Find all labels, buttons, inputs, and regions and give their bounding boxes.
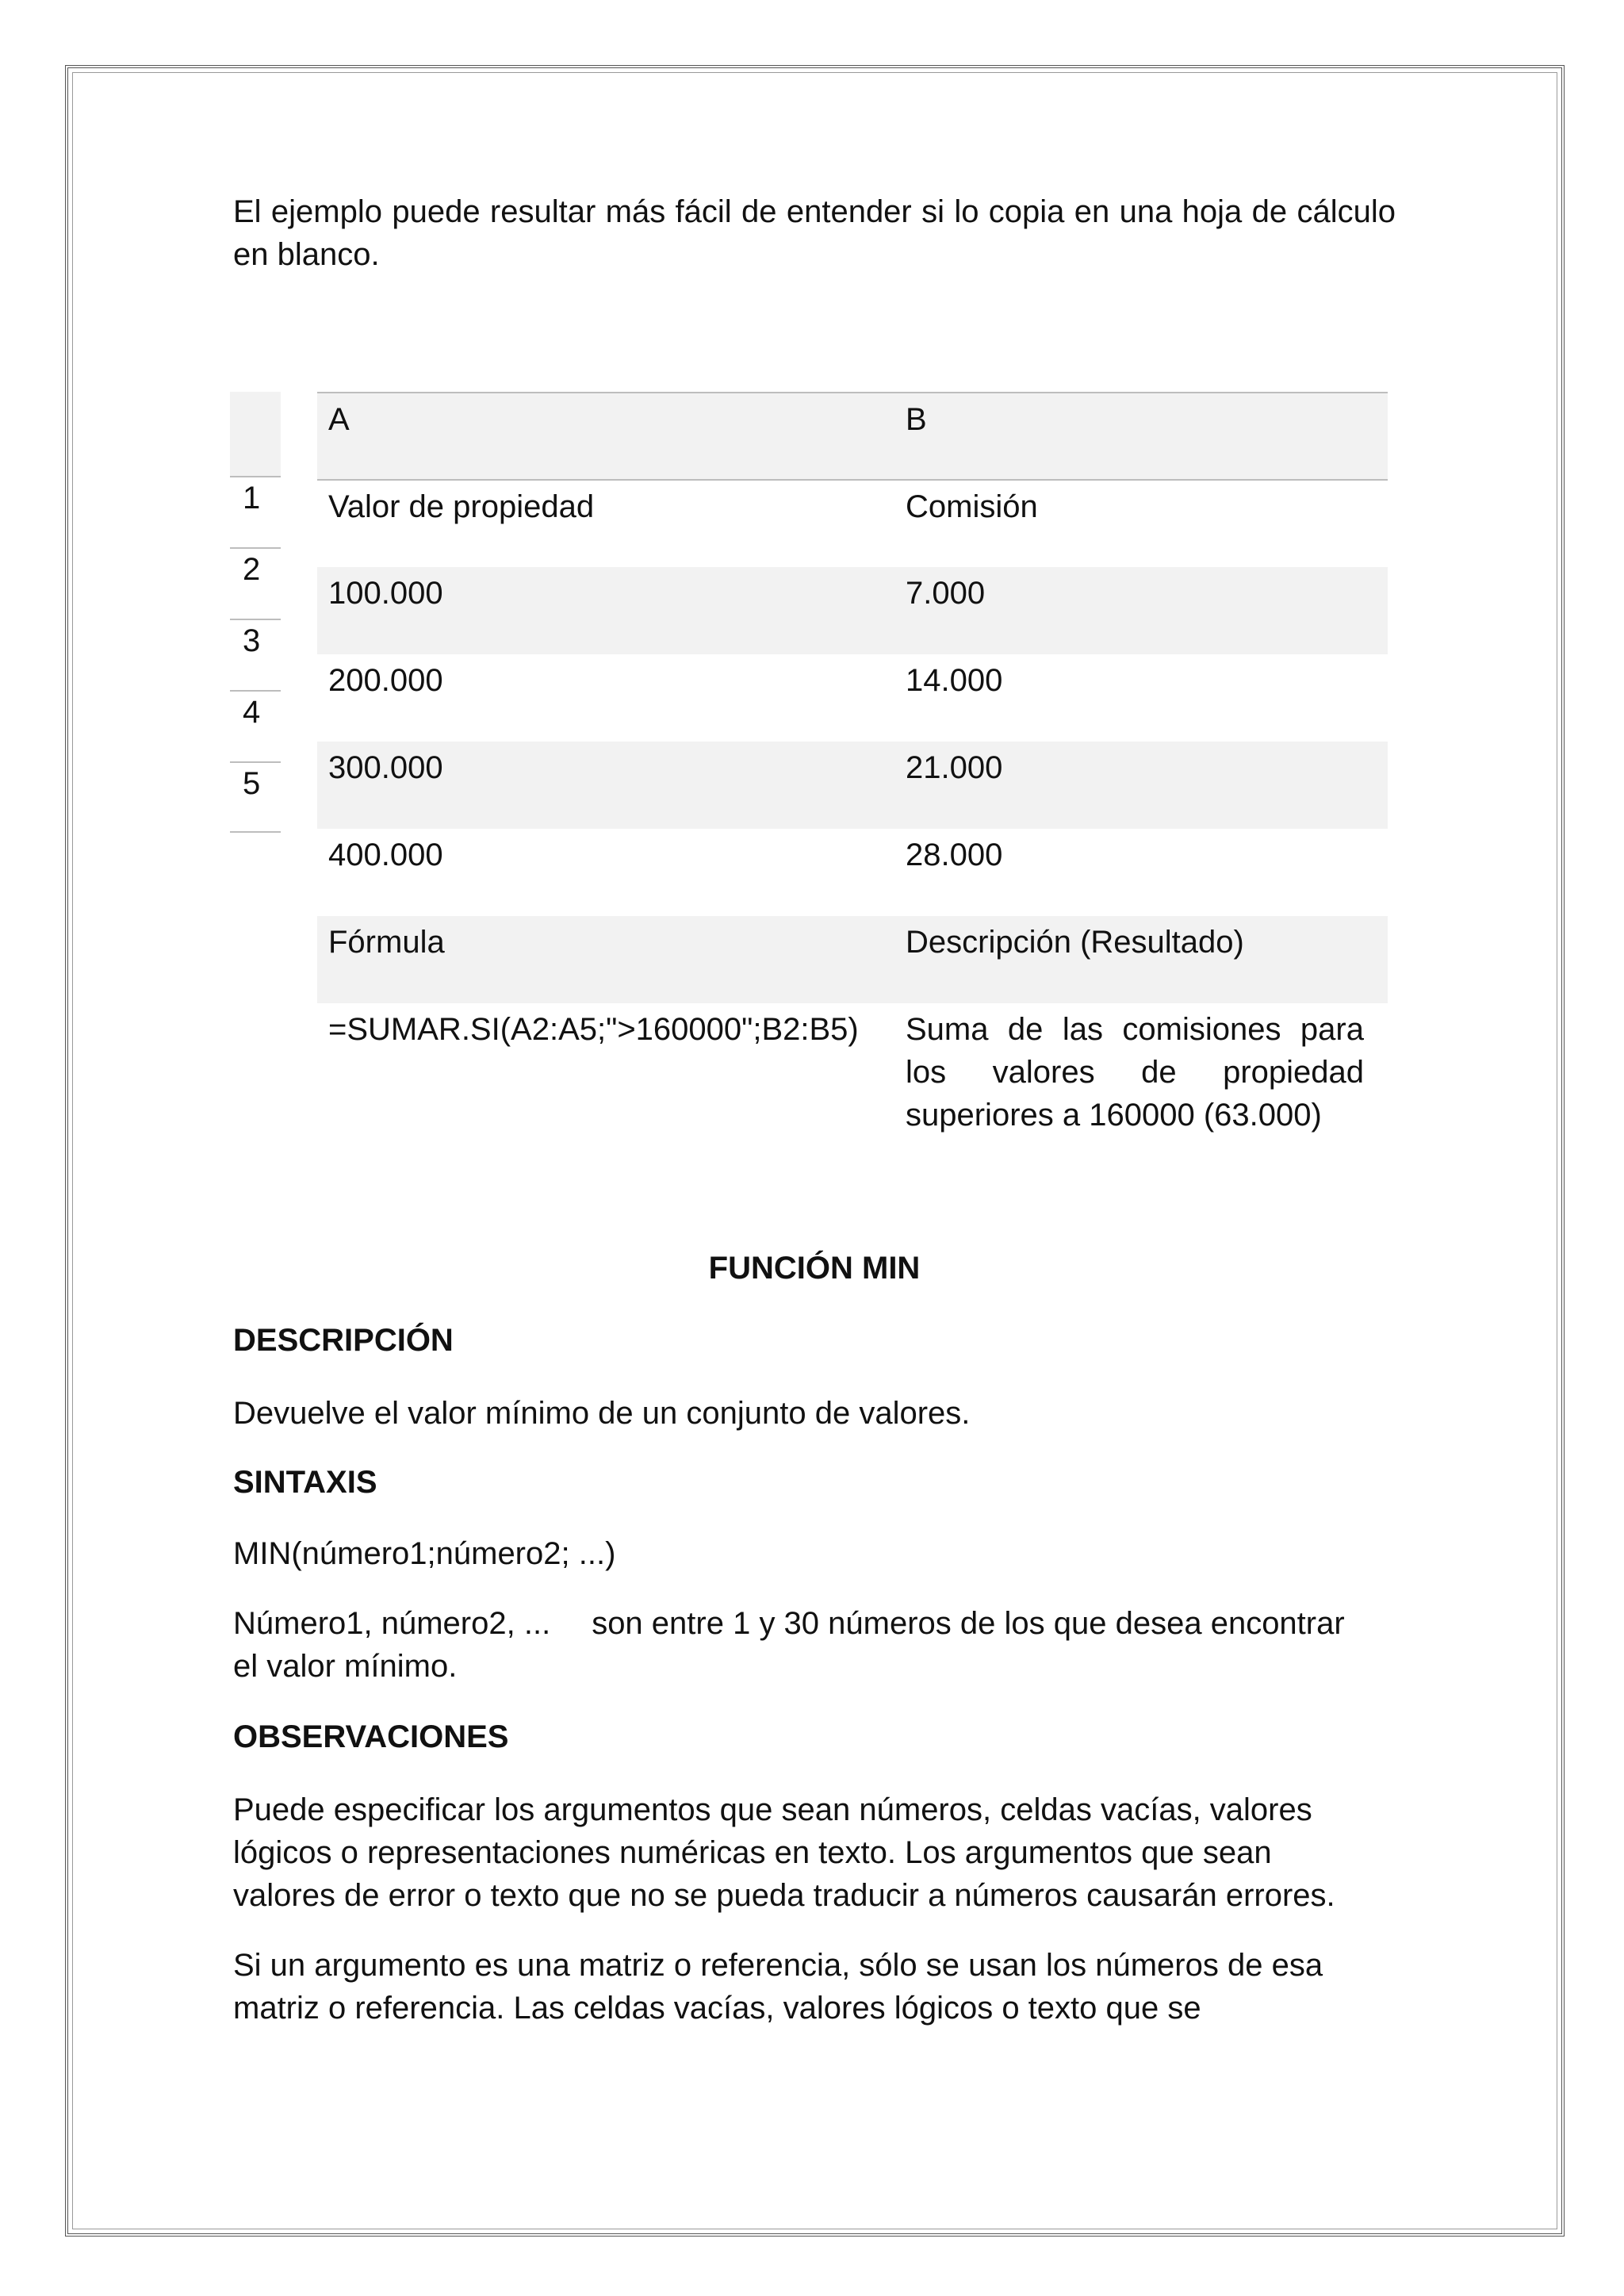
table-cell: 28.000 xyxy=(906,838,1003,872)
table-cell: 300.000 xyxy=(317,742,894,829)
table-row xyxy=(317,1003,1388,1137)
column-header-a: A xyxy=(317,393,894,480)
observaciones-paragraph-1: Puede especificar los argumentos que sean números, celdas vacías, valores lógicos o representaciones numéricas en texto. Los argumentos que sean valores de error o texto que no se pueda traducir a números causarán errores. xyxy=(233,1792,1335,1913)
function-title: FUNCIÓN MIN xyxy=(708,1251,921,1286)
sintaxis-section xyxy=(233,1461,1396,1688)
table-row xyxy=(317,480,1388,567)
argument-name: Número1, número2, ... xyxy=(233,1606,551,1641)
row-number-column xyxy=(230,392,281,833)
argument-description xyxy=(233,1602,1396,1688)
argument-desc-line1: son entre 1 y 30 números de los que desea encontrar xyxy=(592,1606,1345,1641)
table-cell: Fórmula xyxy=(317,916,894,1003)
table-cell: Comisión xyxy=(906,489,1038,524)
table-cell: 14.000 xyxy=(906,663,1003,698)
sintaxis-heading: SINTAXIS xyxy=(233,1465,377,1500)
descripcion-section xyxy=(233,1319,1396,1435)
example-table xyxy=(317,392,1388,1137)
table-row xyxy=(317,742,1388,829)
row-number: 1 xyxy=(230,476,281,547)
row-number: 5 xyxy=(230,761,281,833)
row-number: 4 xyxy=(230,690,281,761)
table-cell: 400.000 xyxy=(328,838,443,872)
intro-paragraph xyxy=(233,190,1396,276)
table-row xyxy=(317,916,1388,1003)
table-cell: 21.000 xyxy=(894,742,1388,829)
row-number: 3 xyxy=(230,619,281,690)
intro-text: El ejemplo puede resultar más fácil de entender si lo copia en una hoja de cálculo en blanco. xyxy=(233,194,1396,272)
table-row xyxy=(317,567,1388,654)
row-number: 2 xyxy=(230,547,281,619)
row-number-header xyxy=(230,392,281,476)
descripcion-heading: DESCRIPCIÓN xyxy=(233,1323,454,1358)
observaciones-paragraph-2: Si un argumento es una matriz o referencia, sólo se usan los números de esa matriz o referencia. Las celdas vacías, valores lógicos o texto que se xyxy=(233,1948,1323,2026)
syntax-text: MIN(número1;número2; ...) xyxy=(233,1536,616,1571)
descripcion-text: Devuelve el valor mínimo de un conjunto de valores. xyxy=(233,1396,971,1431)
observaciones-section xyxy=(233,1715,1396,2030)
argument-desc-line2: el valor mínimo. xyxy=(233,1649,458,1684)
table-cell: Valor de propiedad xyxy=(328,489,595,524)
table-cell: 100.000 xyxy=(317,567,894,654)
table-cell: Descripción (Resultado) xyxy=(894,916,1388,1003)
table-cell: 7.000 xyxy=(894,567,1388,654)
result-description-cell: Suma de las comisiones para los valores de propiedad superiores a 160000 (63.000) xyxy=(906,1012,1364,1133)
table-header-row xyxy=(317,393,1388,480)
column-header-b: B xyxy=(894,393,1388,480)
observaciones-heading: OBSERVACIONES xyxy=(233,1719,509,1754)
table-cell: 200.000 xyxy=(328,663,443,698)
table-row xyxy=(317,829,1388,916)
table-row xyxy=(317,654,1388,742)
formula-cell: =SUMAR.SI(A2:A5;">160000";B2:B5) xyxy=(328,1012,859,1047)
